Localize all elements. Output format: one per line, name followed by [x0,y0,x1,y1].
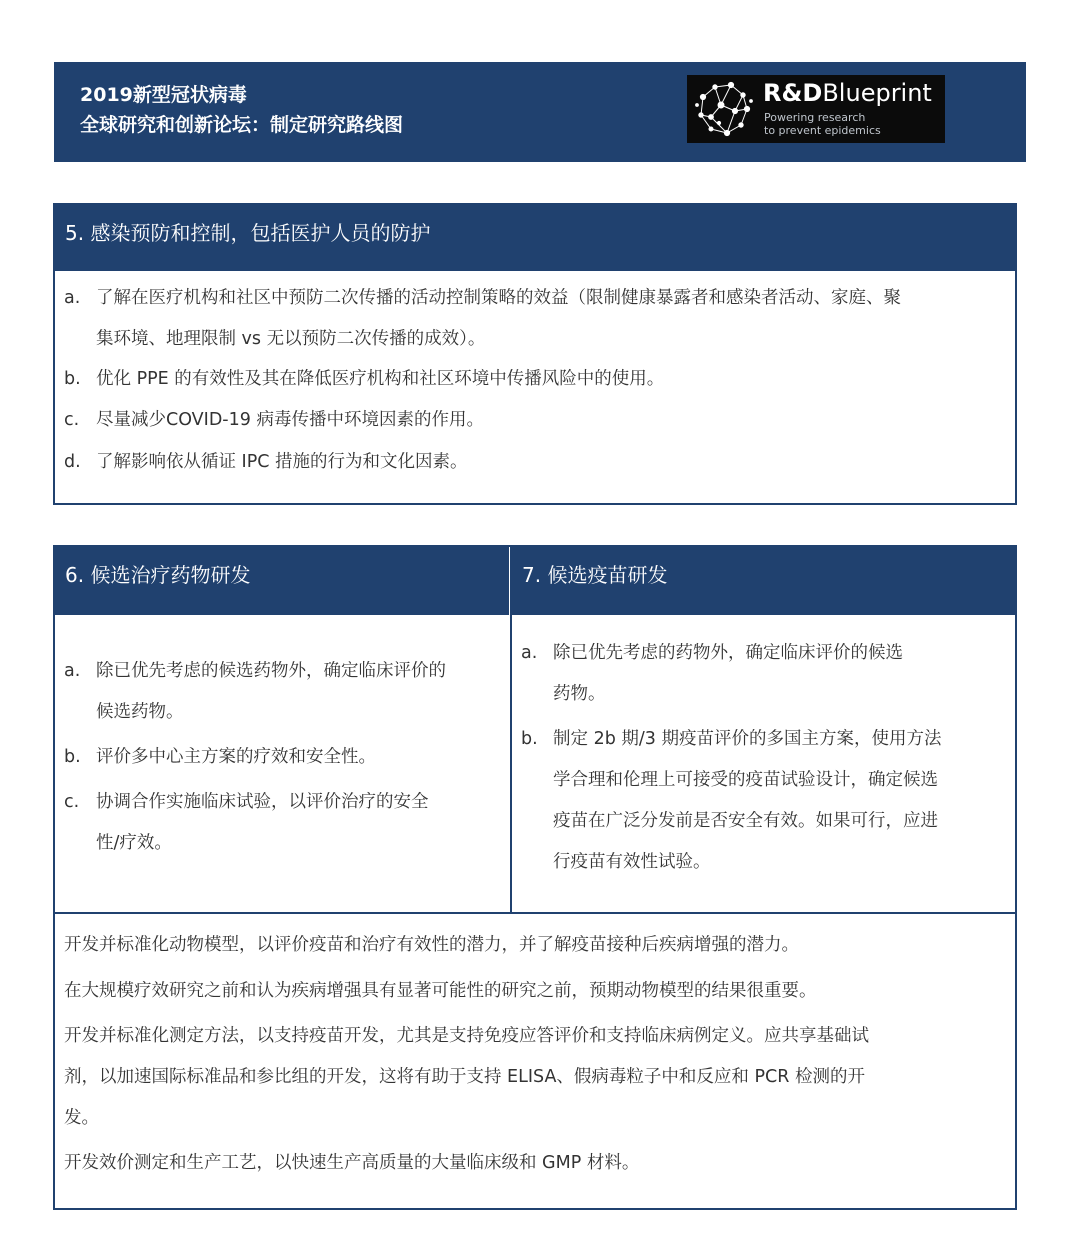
item-text-line: 了解在医疗机构和社区中预防二次传播的活动控制策略的效益（限制健康暴露者和感染者活动、家庭、聚 [96,288,901,308]
item-marker: c. [64,792,80,812]
item-marker: a. [64,288,81,308]
section-7-title: 7. 候选疫苗研发 [522,563,668,587]
item-text-line: 除已优先考虑的药物外，确定临床评价的候选 [553,643,903,663]
item-marker: a. [64,661,81,681]
item-text-line: 集环境、地理限制 vs 无以预防二次传播的成效）。 [96,329,486,349]
logo-wordmark [763,79,932,107]
section-5-title: 5. 感染预防和控制，包括医护人员的防护 [65,221,431,245]
title-line-1: 2019新型冠状病毒 [80,84,247,106]
item-text-line: 药物。 [553,684,606,704]
page-title [80,80,403,140]
item-text-line: 候选药物。 [96,702,184,722]
logo-tagline-line-2: to prevent epidemics [764,124,881,137]
section-5-item-c [64,400,1014,441]
item-text-line: 性/疗效。 [96,833,172,853]
section-5-item-b [64,359,1014,400]
section-5-item-d [64,442,1014,483]
item-marker: c. [64,410,80,430]
section-6-item-b [64,737,504,778]
shared-line: 发。 [64,1108,99,1128]
item-marker: a. [521,643,538,663]
logo-tagline [764,111,881,137]
section-7-item-b [521,719,1011,883]
section-7-header [512,547,1015,615]
shared-divider [55,912,1015,914]
section-7-item-a [521,633,1011,715]
shared-line: 开发并标准化动物模型，以评价疫苗和治疗有效性的潜力，并了解疫苗接种后疾病增强的潜力。 [64,935,799,955]
section-6-title: 6. 候选治疗药物研发 [65,563,251,587]
shared-line: 开发效价测定和生产工艺，以快速生产高质量的大量临床级和 GMP 材料。 [64,1153,640,1173]
item-text-line: 学合理和伦理上可接受的疫苗试验设计，确定候选 [553,770,938,790]
network-globe-icon [691,77,755,141]
section-5-item-a [64,278,1014,360]
shared-line: 剂，以加速国际标准品和参比组的开发，这将有助于支持 ELISA、假病毒粒子中和反应和 PCR 检测的开 [64,1067,865,1087]
shared-line: 在大规模疗效研究之前和认为疾病增强具有显著可能性的研究之前，预期动物模型的结果很重要。 [64,981,817,1001]
item-text-line: 制定 2b 期/3 期疫苗评价的多国主方案，使用方法 [553,729,942,749]
item-marker: d. [64,452,81,472]
item-text-line: 尽量减少COVID-19 病毒传播中环境因素的作用。 [96,410,484,430]
item-marker: b. [64,747,81,767]
item-marker: b. [64,369,81,389]
section-6-header [55,547,509,615]
section-6-item-a [64,651,504,733]
item-text-line: 行疫苗有效性试验。 [553,852,711,872]
section-5-header [55,205,1015,271]
title-line-2: 全球研究和创新论坛：制定研究路线图 [80,114,404,136]
item-text-line: 了解影响依从循证 IPC 措施的行为和文化因素。 [96,452,468,472]
item-text-line: 协调合作实施临床试验，以评价治疗的安全 [96,792,429,812]
item-text-line: 优化 PPE 的有效性及其在降低医疗机构和社区环境中传播风险中的使用。 [96,369,665,389]
logo-tagline-line-1: Powering research [764,111,866,124]
item-marker: b. [521,729,538,749]
item-text-line: 评价多中心主方案的疗效和安全性。 [96,747,376,767]
item-text-line: 除已优先考虑的候选药物外，确定临床评价的 [96,661,446,681]
logo-wordmark-bold: R&D [763,79,823,107]
item-text-line: 疫苗在广泛分发前是否安全有效。如果可行，应进 [553,811,938,831]
section-6-item-c [64,782,504,864]
header-banner [54,62,1026,162]
shared-line: 开发并标准化测定方法，以支持疫苗开发，尤其是支持免疫应答评价和支持临床病例定义。应共享基础试 [64,1026,869,1046]
logo-wordmark-rest: Blueprint [822,79,932,107]
rd-blueprint-logo [687,75,945,143]
